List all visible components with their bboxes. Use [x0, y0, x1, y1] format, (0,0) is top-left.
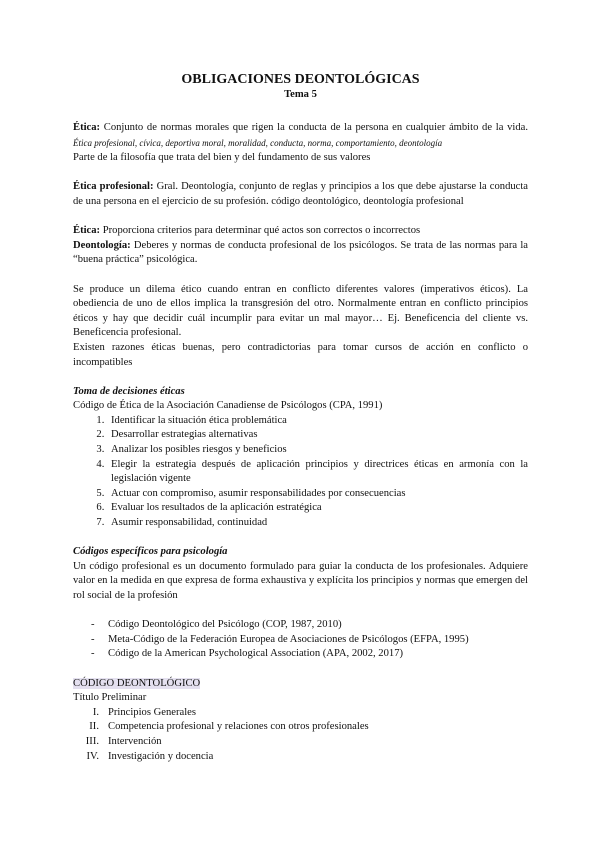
etica-short-term: Ética:	[73, 225, 101, 237]
list-item-label: Competencia profesional y relaciones con otros profesionales	[108, 721, 369, 733]
etica-term: Ética:	[73, 122, 101, 133]
list-item: 7. Asumir responsabilidad, continuidad	[107, 516, 528, 531]
list-item: 5. Actuar con compromiso, asumir responsabilidades por consecuencias	[107, 487, 528, 502]
list-item: 3. Analizar los posibles riesgos y beneficios	[107, 443, 528, 458]
list-item	[73, 706, 528, 721]
list-item	[73, 735, 528, 750]
codigos-heading: Códigos específicos para psicología	[73, 546, 228, 558]
roman-numeral: II.	[89, 721, 99, 733]
list-item: - Meta-Código de la Federación Europea de Asociaciones de Psicólogos (EFPA, 1995)	[91, 633, 528, 648]
toma-decisiones-heading: Toma de decisiones éticas	[73, 385, 185, 397]
etica-definition	[73, 121, 528, 151]
deontologia-term: Deontología:	[73, 239, 131, 251]
highlighted-heading: CÓDIGO DEONTOLÓGICO	[73, 677, 201, 689]
list-item-label: Principios Generales	[108, 706, 196, 718]
list-item	[73, 720, 528, 735]
list-item: - Código de la American Psychological Association (APA, 2002, 2017)	[91, 647, 528, 662]
titulo-preliminar: Título Preliminar	[73, 692, 147, 704]
toma-decisiones-intro: Código de Ética de la Asociación Canadiense de Psicólogos (CPA, 1991)	[73, 400, 383, 412]
roman-numeral: III.	[85, 735, 99, 747]
deontologia-definition	[73, 239, 528, 268]
document-subtitle: Tema 5	[284, 89, 317, 100]
document-page	[73, 70, 528, 764]
etica-short-definition	[73, 224, 528, 239]
list-item: 6. Evaluar los resultados de la aplicación estratégica	[107, 501, 528, 516]
list-item	[73, 750, 528, 765]
roman-numeral: I.	[92, 706, 99, 718]
etica-short-text: Proporciona criterios para determinar qué actos son correctos o incorrectos	[100, 225, 421, 237]
etica-profesional-text: Gral. Deontología, conjunto de reglas y principios a los que debe ajustarse la conducta de una persona en el ejercicio de su profesión. código deontológico, deontología profesional	[73, 181, 529, 207]
etica-profesional-definition	[73, 180, 528, 209]
etica-synonyms: Ética profesional, cívica, deportiva moral, moralidad, conducta, norma, comportamiento, deontología	[73, 137, 443, 148]
list-item-label: Investigación y docencia	[108, 750, 214, 762]
razones-paragraph: Existen razones éticas buenas, pero contradictorias para tomar cursos de acción en conflicto o incompatibles	[73, 341, 528, 368]
list-item: - Código Deontológico del Psicólogo (COP, 1987, 2010)	[91, 618, 528, 633]
codigo-deontologico-heading	[73, 677, 528, 692]
list-item: 1. Identificar la situación ética problemática	[107, 414, 528, 429]
etica-filosofia: Parte de la filosofía que trata del bien y del fundamento de sus valores	[73, 152, 371, 164]
list-item: 4. Elegir la estrategia después de aplicación principios y directrices éticas en armonía con la legislación vigente	[107, 458, 528, 487]
list-item-label: Intervención	[108, 735, 162, 747]
decision-steps-list	[73, 414, 528, 531]
etica-text: Conjunto de normas morales que rigen la conducta de la persona en cualquier ámbito de la vida.	[100, 122, 528, 133]
dilema-paragraph: Se produce un dilema ético cuando entran en conflicto diferentes valores (imperativos éticos). La obediencia de uno de ellos implica la transgresión del otro. Normalmente entran en conflicto principios éticos y hay que decidir cuál incumplir para evitar un mal mayor… Ej. Beneficencia del cliente vs. Beneficencia profesional.	[73, 283, 528, 339]
etica-profesional-term: Ética profesional:	[73, 181, 154, 193]
roman-numeral: IV.	[86, 750, 99, 762]
list-item: 2. Desarrollar estrategias alternativas	[107, 428, 528, 443]
document-title: OBLIGACIONES DEONTOLÓGICAS	[181, 72, 420, 87]
titulos-list	[73, 706, 528, 764]
codigos-list	[73, 618, 528, 662]
codigos-paragraph: Un código profesional es un documento formulado para guiar la conducta de los profesionales. Adquiere valor en la medida en que expresa de forma exhaustiva y explícita los principios y normas que emergen del rol social de la profesión	[73, 560, 528, 601]
deontologia-text: Deberes y normas de conducta profesional de los psicólogos. Se trata de las normas para la “buena práctica” psicológica.	[73, 239, 528, 266]
